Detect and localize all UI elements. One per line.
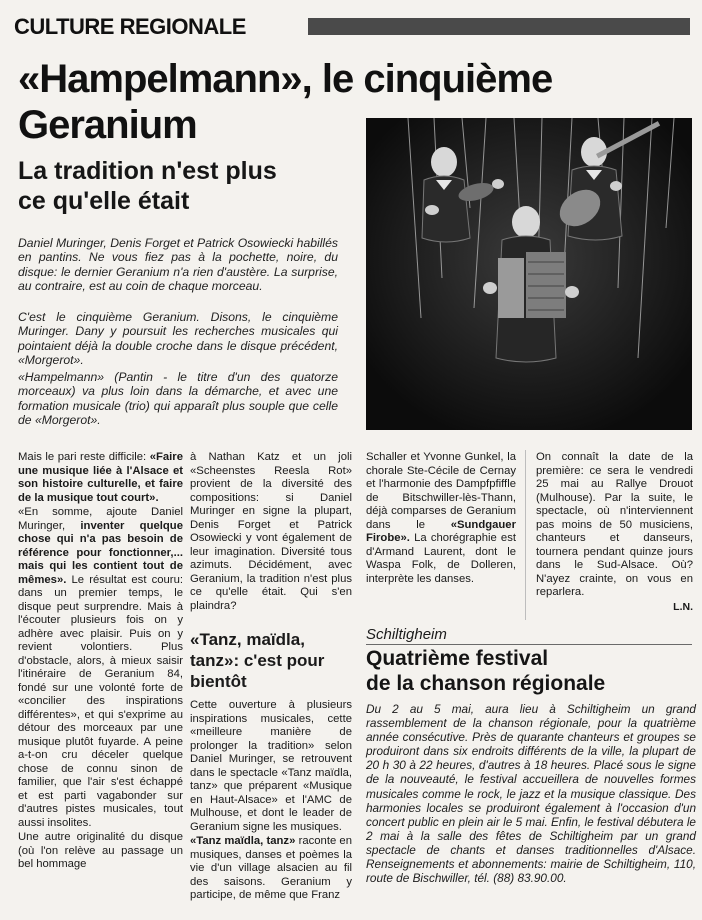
- col1-p1-quote: «Faire une musique liée à l'Alsace et son histoire culturelle, et faire de la musique tout court».: [18, 451, 183, 504]
- article-2-text: Du 2 au 5 mai, aura lieu à Schiltigheim un grand rassemblement de la chanson régionale, pour la quatrième année consécutive. Près de quarante chanteurs et groupes se produiront dans six endroits différents de la ville, la plupart de 20 h 30 à 22 heures, d'autres à 18 heures. Placé sous le signe de la nouveauté, le festival accueillera de nouvelles formes musicales comme le rock, le jazz et la musique classique. Des harmonies locales se produiront également à l'occasion d'un concert public en plein air le 5 mai. Enfin, le festival débutera le 2 mai à la salle des fêtes de Schiltigheim par un grand spectacle de chants et danses traditionnelles d'Alsace.: [366, 702, 696, 857]
- col1-p2-quote: inventer quelque chose qui n'a pas besoin de référence pour fonctionner,... mais qui les contient tout de mêmes».: [18, 519, 183, 586]
- column-3-paragraph-1: [366, 451, 516, 586]
- column-2-paragraph-3: [190, 835, 352, 903]
- headline-line-2: Geranium: [18, 103, 197, 147]
- lede-paragraph-2: C'est le cinquième Geranium. Disons, le cinquième Muringer. Dany y poursuit les recherches musicales qui pointaient déjà la double croche dans le disque précédent, «Morgerot».: [18, 310, 338, 368]
- subheadline: [18, 156, 338, 216]
- col3-p1-title: «Sundgauer Firobe».: [366, 518, 516, 544]
- subheadline-line-2: ce qu'elle était: [18, 187, 190, 215]
- col3-p1-b: La chorégraphie est d'Armand Laurent, dont le Waspa Folk, de Dolleren, interprète les danses.: [366, 532, 516, 585]
- lede-paragraph-3: «Hampelmann» (Pantin - le titre d'un des quatorze morceaux) va plus loin dans la démarche, et avec une formation musicale (trio) qui apparaît plus souple que celle de «Morgerot».: [18, 370, 338, 428]
- article-2-body: [366, 702, 696, 885]
- article-column-4: [536, 451, 693, 614]
- article-2-headline: [366, 646, 696, 696]
- column-2-paragraph-1: à Nathan Katz et un joli «Scheenstes Reesla Rot» provient de la diversité des compositions: si Daniel Muringer en signe la plupart, Denis Forget et Patrick Osowiecki y vont également de leur imagination. Diversité tous azimuts. Décidément, avec Geranium, la tradition n'est plus ce qu'elle était. Qui s'en plaindra?: [190, 451, 352, 612]
- band-photo: [366, 118, 692, 430]
- article-2-headline-line-2: de la chanson régionale: [366, 672, 606, 695]
- article-column-1: [18, 451, 183, 873]
- article-column-2: [190, 451, 352, 904]
- column-divider: [525, 450, 526, 620]
- col1-p2-intro: «En somme, ajoute Daniel Muringer,: [18, 506, 183, 532]
- column-2-paragraph-2: Cette ouverture à plusieurs inspirations musicales, cette «meilleure manière de prolonger la tradition» selon Daniel Muringer, se retrouvent dans le spectacle «Tanz maïdla, tanz» que préparent «Musique en Haut-Alsace» et l'AMC de Mulhouse, et dont le leader de Geranium signe les musiques.: [190, 699, 352, 833]
- article-2-contact: Renseignements et abonnements: mairie de Schiltigheim, 110, route de Bischwiller, tél. (88) 83.90.00.: [366, 857, 696, 886]
- col1-p1-intro: Mais le pari reste difficile:: [18, 451, 147, 463]
- column-2-subheading: «Tanz, maïdla, tanz»: c'est pour bientôt: [190, 630, 325, 691]
- article-column-3: [366, 451, 516, 587]
- col2-p3-rest: raconte en musiques, danses et poèmes la vie d'un village alsacien au fil des saisons. Geranium y participe, de même que Franz: [190, 835, 352, 901]
- headline-line-1: «Hampelmann», le cinquième: [18, 57, 553, 101]
- column-1-paragraph-2: [18, 506, 183, 830]
- article-2-headline-line-1: Quatrième festival: [366, 647, 549, 670]
- rubric-bar: [308, 18, 690, 35]
- band-photo-image: [366, 118, 692, 430]
- author-signature: L.N.: [673, 600, 693, 613]
- lede-paragraph-1: Daniel Muringer, Denis Forget et Patrick Osowiecki habillés en pantins. Ne vous fiez pas à la pochette, noire, du disque: le dernier Geranium n'a rien d'austère. La surprise, au contraire, est au coin de chaque morceau.: [18, 236, 338, 294]
- col3-p1-a: Schaller et Yvonne Gunkel, la chorale Ste-Cécile de Cernay et l'harmonie des Dampfpfiffle de Bitschwiller-lès-Thann, déjà comparses de Geranium dans le: [366, 451, 516, 531]
- article-2-kicker: Schiltigheim: [366, 626, 447, 643]
- column-4-paragraph-1: On connaît la date de la première: ce sera le vendredi 25 mai au Rallye Drouot (Mulhouse). Par la suite, le spectacle, où n'interviennent pas moins de 50 musiciens, chanteurs et danseurs, tournera pendant quinze jours dans le Sud-Alsace. Où? N'ayez crainte, on vous en reparlera.: [536, 451, 693, 598]
- article-2-rule: [366, 644, 692, 645]
- column-1-paragraph-1: [18, 451, 183, 505]
- col1-p2-rest: Le résultat est couru: dans un premier temps, le disque peut surprendre. Mais à l'écouter plusieurs fois on y adhère avec plaisir. Puis on y revient volontiers. Plus d'obstacle, alors, à mieux saisir l'itinéraire de Geranium 84, fondé sur une volonté forte de «concilier des inspirations différentes», et qui s'exprime au détour des morceaux par une musique plutôt fuyarde. A peine a-t-on cru déceler quelque chose de connu sinon de familier, que l'air s'est échappé et est parti vagabonder sur d'autres pistes musicales, tout aussi insolites.: [18, 573, 183, 829]
- subheadline-line-1: La tradition n'est plus: [18, 157, 277, 185]
- col2-p3-title: «Tanz maïdla, tanz»: [190, 835, 296, 847]
- section-rubric: CULTURE REGIONALE: [14, 14, 246, 39]
- column-1-paragraph-3: Une autre originalité du disque (où l'on relève au passage un bel hommage: [18, 831, 183, 870]
